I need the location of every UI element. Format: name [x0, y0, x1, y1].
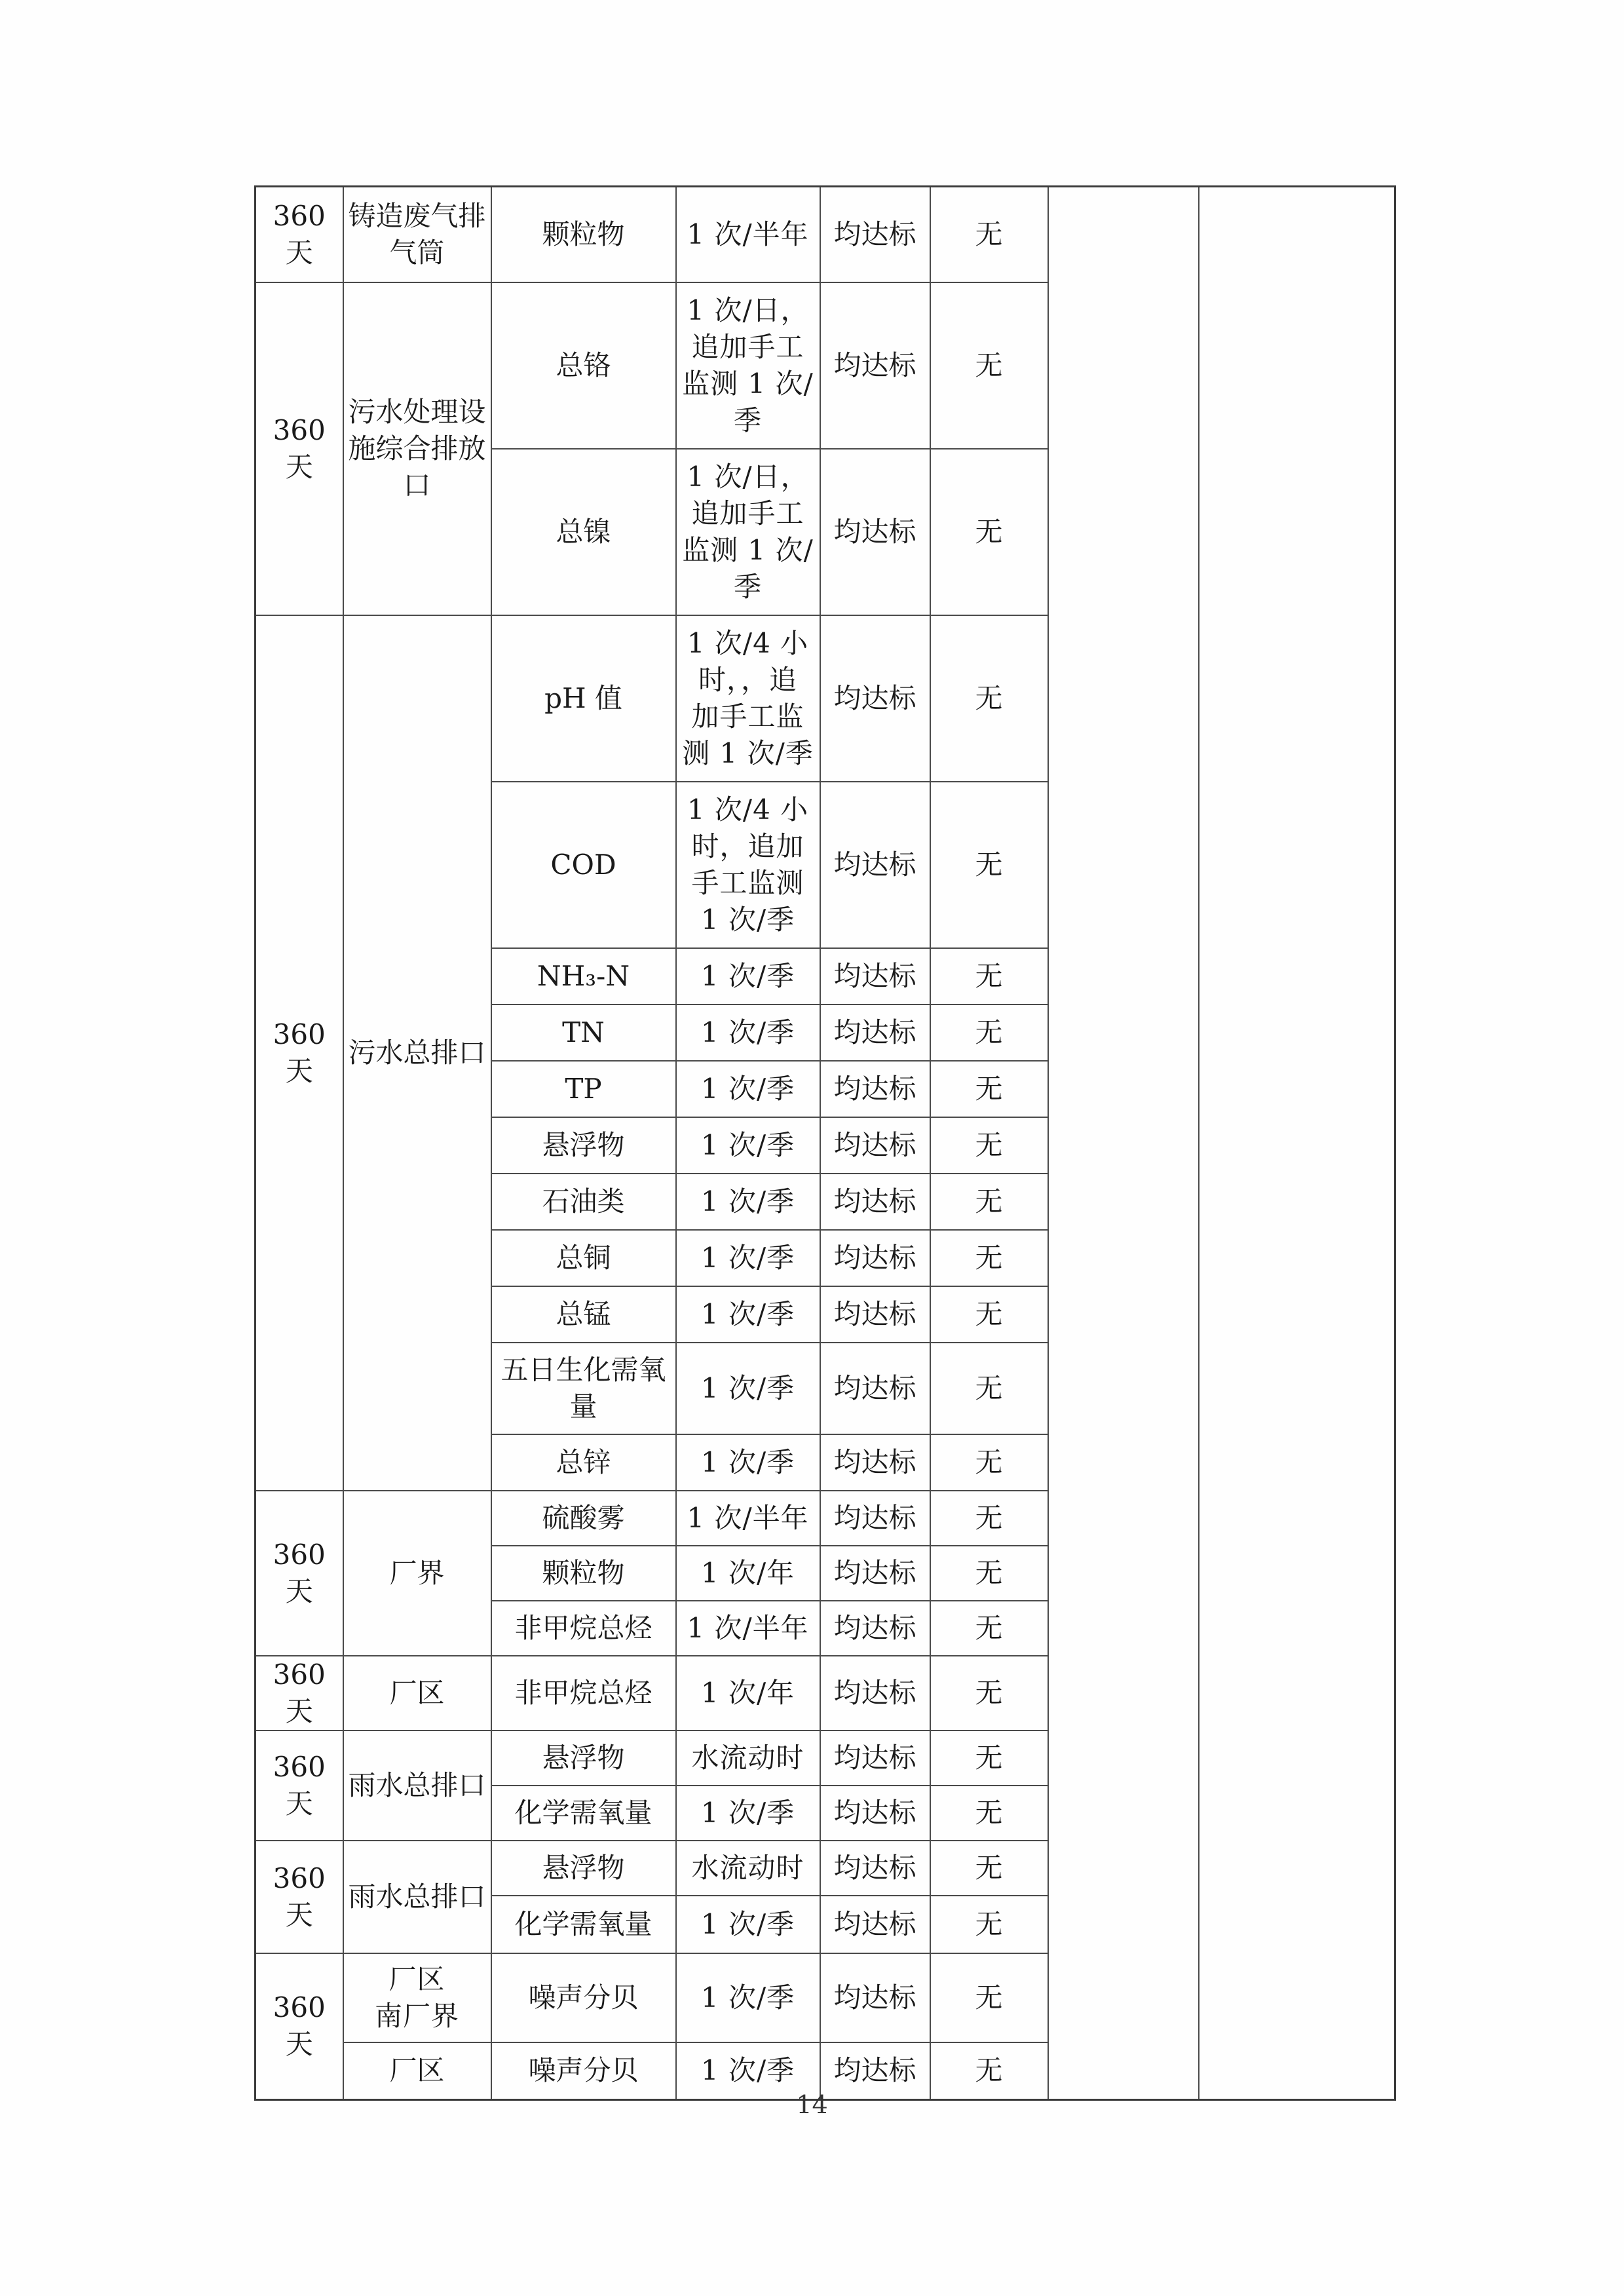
days-cell: 360 天: [255, 1491, 343, 1656]
frequency-cell: 1 次/季: [676, 1286, 820, 1343]
days-cell: 360 天: [255, 187, 343, 282]
result-cell: 均达标: [820, 1174, 930, 1230]
result-cell: 均达标: [820, 1953, 930, 2042]
exceedance-cell: 无: [930, 2042, 1048, 2100]
pollutant-cell: TN: [491, 1004, 676, 1061]
exceedance-cell: 无: [930, 1786, 1048, 1841]
days-cell: 360 天: [255, 282, 343, 615]
result-cell: 均达标: [820, 1896, 930, 1953]
blank-column-2: [1199, 187, 1395, 2100]
frequency-cell: 1 次/半年: [676, 187, 820, 282]
pollutant-cell: 悬浮物: [491, 1117, 676, 1174]
pollutant-cell: 噪声分贝: [491, 1953, 676, 2042]
exceedance-cell: 无: [930, 1434, 1048, 1491]
pollutant-cell: 悬浮物: [491, 1841, 676, 1896]
exceedance-cell: 无: [930, 1004, 1048, 1061]
frequency-cell: 1 次/4 小 时，，追 加手工监 测 1 次/季: [676, 615, 820, 782]
result-cell: 均达标: [820, 782, 930, 948]
pollutant-cell: 悬浮物: [491, 1731, 676, 1786]
monitoring-point-cell: 雨水总排口: [343, 1731, 491, 1841]
exceedance-cell: 无: [930, 1117, 1048, 1174]
result-cell: 均达标: [820, 2042, 930, 2100]
exceedance-cell: 无: [930, 1896, 1048, 1953]
frequency-cell: 1 次/年: [676, 1656, 820, 1731]
result-cell: 均达标: [820, 1286, 930, 1343]
frequency-cell: 1 次/半年: [676, 1601, 820, 1656]
pollutant-cell: COD: [491, 782, 676, 948]
monitoring-point-cell: 厂界: [343, 1491, 491, 1656]
days-cell: 360 天: [255, 615, 343, 1491]
blank-column-1: [1048, 187, 1199, 2100]
frequency-cell: 1 次/季: [676, 1343, 820, 1434]
result-cell: 均达标: [820, 1061, 930, 1117]
pollutant-cell: 噪声分贝: [491, 2042, 676, 2100]
frequency-cell: 1 次/季: [676, 1786, 820, 1841]
exceedance-cell: 无: [930, 1953, 1048, 2042]
frequency-cell: 1 次/季: [676, 1230, 820, 1286]
pollutant-cell: 颗粒物: [491, 1546, 676, 1601]
exceedance-cell: 无: [930, 1343, 1048, 1434]
pollutant-cell: 总锌: [491, 1434, 676, 1491]
result-cell: 均达标: [820, 1656, 930, 1731]
monitoring-table: [254, 185, 1396, 2101]
days-cell: 360 天: [255, 1656, 343, 1731]
exceedance-cell: 无: [930, 1230, 1048, 1286]
result-cell: 均达标: [820, 948, 930, 1004]
result-cell: 均达标: [820, 449, 930, 615]
days-cell: 360 天: [255, 1841, 343, 1953]
exceedance-cell: 无: [930, 1601, 1048, 1656]
frequency-cell: 水流动时: [676, 1841, 820, 1896]
pollutant-cell: NH₃-N: [491, 948, 676, 1004]
result-cell: 均达标: [820, 282, 930, 449]
pollutant-cell: 总锰: [491, 1286, 676, 1343]
monitoring-point-cell: 厂区: [343, 2042, 491, 2100]
exceedance-cell: 无: [930, 1286, 1048, 1343]
monitoring-point-cell: 厂区 南厂界: [343, 1953, 491, 2042]
pollutant-cell: 总铜: [491, 1230, 676, 1286]
exceedance-cell: 无: [930, 187, 1048, 282]
exceedance-cell: 无: [930, 782, 1048, 948]
frequency-cell: 1 次/日， 追加手工 监测 1 次/ 季: [676, 449, 820, 615]
pollutant-cell: 化学需氧量: [491, 1896, 676, 1953]
frequency-cell: 1 次/日， 追加手工 监测 1 次/ 季: [676, 282, 820, 449]
pollutant-cell: 总镍: [491, 449, 676, 615]
result-cell: 均达标: [820, 1546, 930, 1601]
pollutant-cell: 非甲烷总烃: [491, 1656, 676, 1731]
exceedance-cell: 无: [930, 1061, 1048, 1117]
exceedance-cell: 无: [930, 1731, 1048, 1786]
monitoring-point-cell: 污水处理设施综合排放口: [343, 282, 491, 615]
exceedance-cell: 无: [930, 282, 1048, 449]
pollutant-cell: 五日生化需氧量: [491, 1343, 676, 1434]
frequency-cell: 1 次/季: [676, 1174, 820, 1230]
monitoring-point-cell: 厂区: [343, 1656, 491, 1731]
exceedance-cell: 无: [930, 948, 1048, 1004]
monitoring-point-cell: 雨水总排口: [343, 1841, 491, 1953]
pollutant-cell: 非甲烷总烃: [491, 1601, 676, 1656]
frequency-cell: 1 次/4 小 时，追加 手工监测 1 次/季: [676, 782, 820, 948]
monitoring-point-cell: 污水总排口: [343, 615, 491, 1491]
result-cell: 均达标: [820, 1491, 930, 1546]
exceedance-cell: 无: [930, 1174, 1048, 1230]
result-cell: 均达标: [820, 1117, 930, 1174]
frequency-cell: 1 次/季: [676, 1896, 820, 1953]
result-cell: 均达标: [820, 1230, 930, 1286]
result-cell: 均达标: [820, 1434, 930, 1491]
exceedance-cell: 无: [930, 1491, 1048, 1546]
frequency-cell: 1 次/季: [676, 1004, 820, 1061]
pollutant-cell: 石油类: [491, 1174, 676, 1230]
result-cell: 均达标: [820, 1004, 930, 1061]
pollutant-cell: 总铬: [491, 282, 676, 449]
frequency-cell: 1 次/季: [676, 1117, 820, 1174]
result-cell: 均达标: [820, 187, 930, 282]
days-cell: 360 天: [255, 1731, 343, 1841]
result-cell: 均达标: [820, 615, 930, 782]
result-cell: 均达标: [820, 1731, 930, 1786]
frequency-cell: 1 次/季: [676, 1434, 820, 1491]
frequency-cell: 1 次/季: [676, 1061, 820, 1117]
frequency-cell: 1 次/半年: [676, 1491, 820, 1546]
exceedance-cell: 无: [930, 615, 1048, 782]
result-cell: 均达标: [820, 1786, 930, 1841]
pollutant-cell: 颗粒物: [491, 187, 676, 282]
frequency-cell: 1 次/季: [676, 2042, 820, 2100]
result-cell: 均达标: [820, 1841, 930, 1896]
pollutant-cell: 化学需氧量: [491, 1786, 676, 1841]
result-cell: 均达标: [820, 1601, 930, 1656]
pollutant-cell: pH 值: [491, 615, 676, 782]
frequency-cell: 1 次/季: [676, 1953, 820, 2042]
pollutant-cell: 硫酸雾: [491, 1491, 676, 1546]
page-number: 14: [796, 2090, 828, 2119]
exceedance-cell: 无: [930, 1546, 1048, 1601]
exceedance-cell: 无: [930, 449, 1048, 615]
exceedance-cell: 无: [930, 1656, 1048, 1731]
exceedance-cell: 无: [930, 1841, 1048, 1896]
frequency-cell: 水流动时: [676, 1731, 820, 1786]
table-row: [255, 187, 1395, 282]
pollutant-cell: TP: [491, 1061, 676, 1117]
result-cell: 均达标: [820, 1343, 930, 1434]
days-cell: 360 天: [255, 1953, 343, 2100]
frequency-cell: 1 次/年: [676, 1546, 820, 1601]
monitoring-point-cell: 铸造废气排气筒: [343, 187, 491, 282]
frequency-cell: 1 次/季: [676, 948, 820, 1004]
